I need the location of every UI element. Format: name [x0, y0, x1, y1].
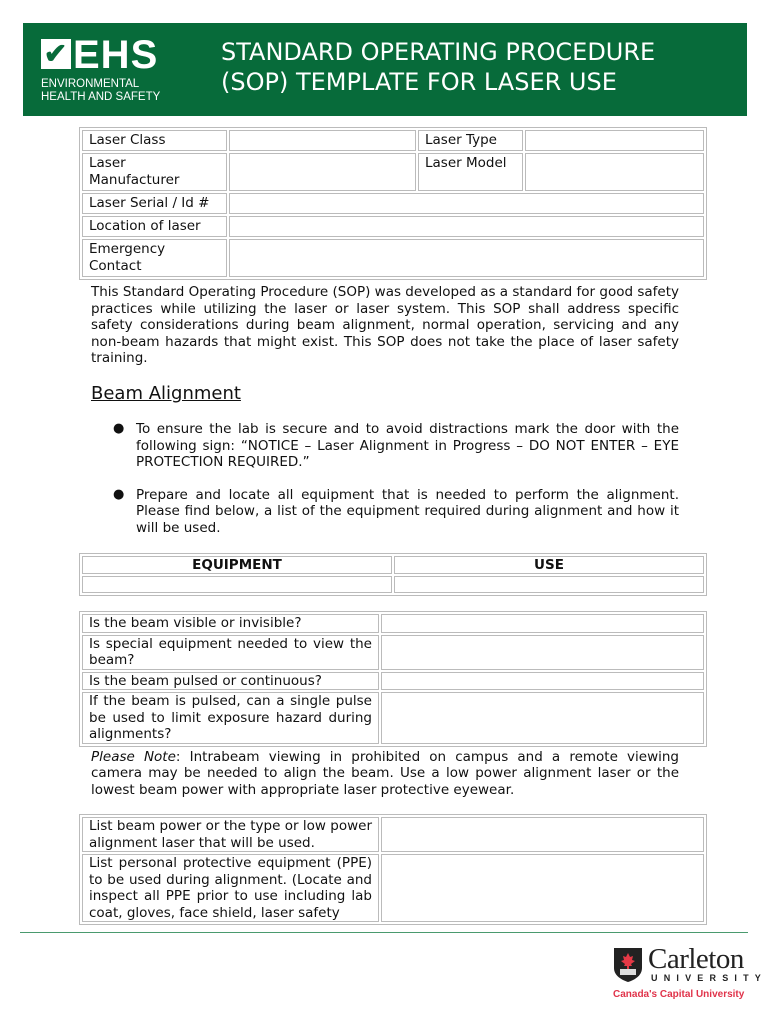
ehs-logo: [41, 35, 158, 75]
logo-name: Carleton: [648, 943, 744, 975]
answer-field[interactable]: [381, 635, 704, 670]
intro-paragraph: This Standard Operating Procedure (SOP) was developed as a standard for good safety practices while utilizing the laser or laser system. This SOP shall address specific safety considerations during beam alignment, normal operation, servicing and any non-beam hazards that might exist. This SOP does not take the place of laser safety training.: [91, 284, 679, 367]
answer-field[interactable]: [381, 614, 704, 633]
field-emergency[interactable]: [229, 239, 704, 277]
equipment-cell[interactable]: [82, 576, 392, 593]
equipment-table: [79, 553, 707, 597]
shield-icon: [613, 947, 643, 983]
checkmark-icon: ✔: [41, 39, 71, 69]
beam-questions-table: [79, 611, 707, 747]
logo-mark: EHS: [73, 33, 159, 77]
answer-field[interactable]: [381, 817, 704, 852]
field-manufacturer[interactable]: [229, 153, 416, 191]
label-manufacturer: Laser Manufacturer: [82, 153, 227, 191]
question-label: List personal protective equipment (PPE) to be used during alignment. (Locate and inspect all PPE prior to use including lab coat, gloves, face shield, laser safety: [82, 854, 379, 922]
label-laser-class: Laser Class: [82, 130, 227, 151]
label-emergency: Emergency Contact: [82, 239, 227, 277]
label-laser-type: Laser Type: [418, 130, 523, 151]
label-location: Location of laser: [82, 216, 227, 237]
use-cell[interactable]: [394, 576, 704, 593]
equipment-header: EQUIPMENT: [82, 556, 392, 575]
use-header: USE: [394, 556, 704, 575]
answer-field[interactable]: [381, 854, 704, 922]
footer-divider: [20, 932, 748, 933]
bullet-text: To ensure the lab is secure and to avoid distractions mark the door with the following sign: “NOTICE – Laser Alignment in Progress – DO NOT ENTER – EYE PROTECTION REQUIRED.”: [136, 420, 679, 471]
question-label: Is the beam visible or invisible?: [82, 614, 379, 633]
field-laser-type[interactable]: [525, 130, 704, 151]
bullet-text: Prepare and locate all equipment that is needed to perform the alignment. Please find below, a list of the equipment required during alignment and how it will be used.: [136, 486, 679, 536]
title-line2: (SOP) TEMPLATE FOR LASER USE: [221, 68, 617, 96]
page-title: [221, 37, 655, 97]
answer-field[interactable]: [381, 672, 704, 691]
label-serial: Laser Serial / Id #: [82, 193, 227, 214]
note-text: : Intrabeam viewing in prohibited on campus and a remote viewing camera may be needed to align the beam. Use a low power alignment laser or the lowest beam power with appropriate laser protective eyewear.: [91, 748, 679, 798]
bullet-icon: ●: [113, 420, 125, 436]
laser-info-table: [79, 127, 707, 280]
body-content: [0, 284, 770, 925]
header-banner: [23, 23, 747, 116]
field-serial[interactable]: [229, 193, 704, 214]
question-label: List beam power or the type or low power alignment laser that will be used.: [82, 817, 379, 852]
logo-line1: ENVIRONMENTAL: [41, 78, 140, 90]
field-laser-class[interactable]: [229, 130, 416, 151]
question-label: Is the beam pulsed or continuous?: [82, 672, 379, 691]
title-line1: STANDARD OPERATING PROCEDURE: [221, 38, 656, 66]
alignment-details-table: [79, 814, 707, 925]
label-laser-model: Laser Model: [418, 153, 523, 191]
bullet-item: [113, 421, 679, 471]
please-note: [91, 749, 679, 799]
field-laser-model[interactable]: [525, 153, 704, 191]
logo-sub: UNIVERSITY: [651, 973, 768, 983]
logo-tagline: Canada's Capital University: [613, 989, 745, 1000]
note-label: Please Note: [91, 748, 176, 765]
answer-field[interactable]: [381, 692, 704, 744]
section-heading: Beam Alignment: [91, 382, 241, 404]
bullet-icon: ●: [113, 486, 125, 502]
field-location[interactable]: [229, 216, 704, 237]
question-label: If the beam is pulsed, can a single pulse be used to limit exposure hazard during alignments?: [82, 692, 379, 744]
question-label: Is special equipment needed to view the beam?: [82, 635, 379, 670]
logo-subtitle: [41, 78, 160, 104]
bullet-item: [113, 487, 679, 537]
logo-line2: HEALTH AND SAFETY: [41, 91, 161, 103]
